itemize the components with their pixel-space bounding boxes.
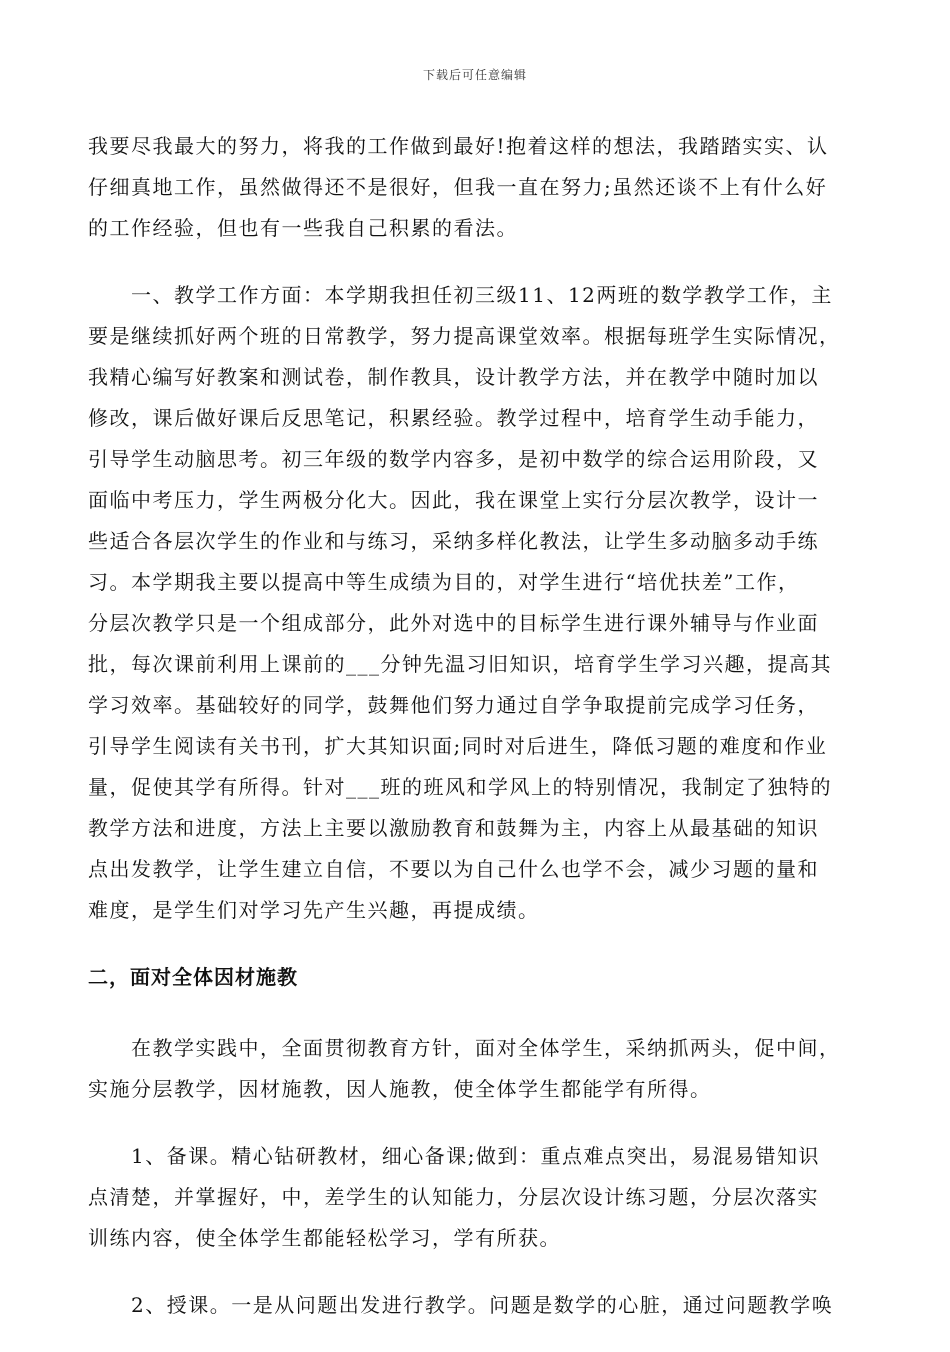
text-line: 分层次教学只是一个组成部分，此外对选中的目标学生进行课外辅导与作业面 [88,611,819,635]
text-line: 我要尽我最大的努力，将我的工作做到最好!抱着这样的想法，我踏踏实实、认 [88,134,829,158]
text-line: 点出发教学，让学生建立自信，不要以为自己什么也学不会，减少习题的量和 [88,857,819,881]
text-line: 难度，是学生们对学习先产生兴趣，再提成绩。 [88,898,540,922]
paragraph-teaching-work [88,275,868,931]
paragraph-practice [88,1028,868,1110]
text-line: 引导学生动脑思考。初三年级的数学内容多，是初中数学的综合运用阶段，又 [88,447,819,471]
text-line: 习。本学期我主要以提高中等生成绩为目的，对学生进行“培优扶差”工作， [88,570,800,594]
text-line: 学习效率。基础较好的同学，鼓舞他们努力通过自学争取提前完成学习任务， [88,693,819,717]
paragraph-intro [88,126,868,249]
text-line: 训练内容，使全体学生都能轻松学习，学有所获。 [88,1226,561,1250]
text-line: 的工作经验，但也有一些我自己积累的看法。 [88,216,518,240]
text-line: 面临中考压力，学生两极分化大。因此，我在课堂上实行分层次教学，设计一 [88,488,819,512]
text-line: 量，促使其学有所得。针对___班的班风和学风上的特别情况，我制定了独特的 [88,775,832,799]
text-line: 一、教学工作方面：本学期我担任初三级11、12两班的数学教学工作，主 [88,283,833,307]
text-line: 批，每次课前利用上课前的___分钟先温习旧知识，培育学生学习兴趣，提高其 [88,652,832,676]
text-line: 点清楚，并掌握好，中，差学生的认知能力，分层次设计练习题，分层次落实 [88,1185,819,1209]
text-line: 实施分层教学，因材施教，因人施教，使全体学生都能学有所得。 [88,1077,712,1101]
text-line: 引导学生阅读有关书刊，扩大其知识面;同时对后进生，降低习题的难度和作业 [88,734,828,758]
header-note: 下载后可任意编辑 [422,68,527,82]
text-line: 要是继续抓好两个班的日常教学，努力提高课堂效率。根据每班学生实际情况， [88,324,841,348]
text-line: 些适合各层次学生的作业和与练习，采纳多样化教法，让学生多动脑多动手练 [88,529,819,553]
text-line: 在教学实践中，全面贯彻教育方针，面对全体学生，采纳抓两头，促中间， [88,1036,841,1060]
text-line: 修改，课后做好课后反思笔记，积累经验。教学过程中，培育学生动手能力， [88,406,819,430]
text-line: 仔细真地工作，虽然做得还不是很好，但我一直在努力;虽然还谈不上有什么好 [88,175,828,199]
paragraph-lesson-prep [88,1136,868,1259]
section-heading: 二，面对全体因材施教 [88,965,298,989]
text-line: 我精心编写好教案和测试卷，制作教具，设计教学方法，并在教学中随时加以 [88,365,819,389]
text-line: 2、授课。一是从问题出发进行教学。问题是数学的心脏，通过问题教学唤 [88,1293,834,1317]
document-body [88,126,868,1352]
text-line: 1、备课。精心钻研教材，细心备课;做到：重点难点突出，易混易错知识 [88,1144,820,1168]
paragraph-teaching [88,1285,868,1326]
text-line: 教学方法和进度，方法上主要以激励教育和鼓舞为主，内容上从最基础的知识 [88,816,819,840]
